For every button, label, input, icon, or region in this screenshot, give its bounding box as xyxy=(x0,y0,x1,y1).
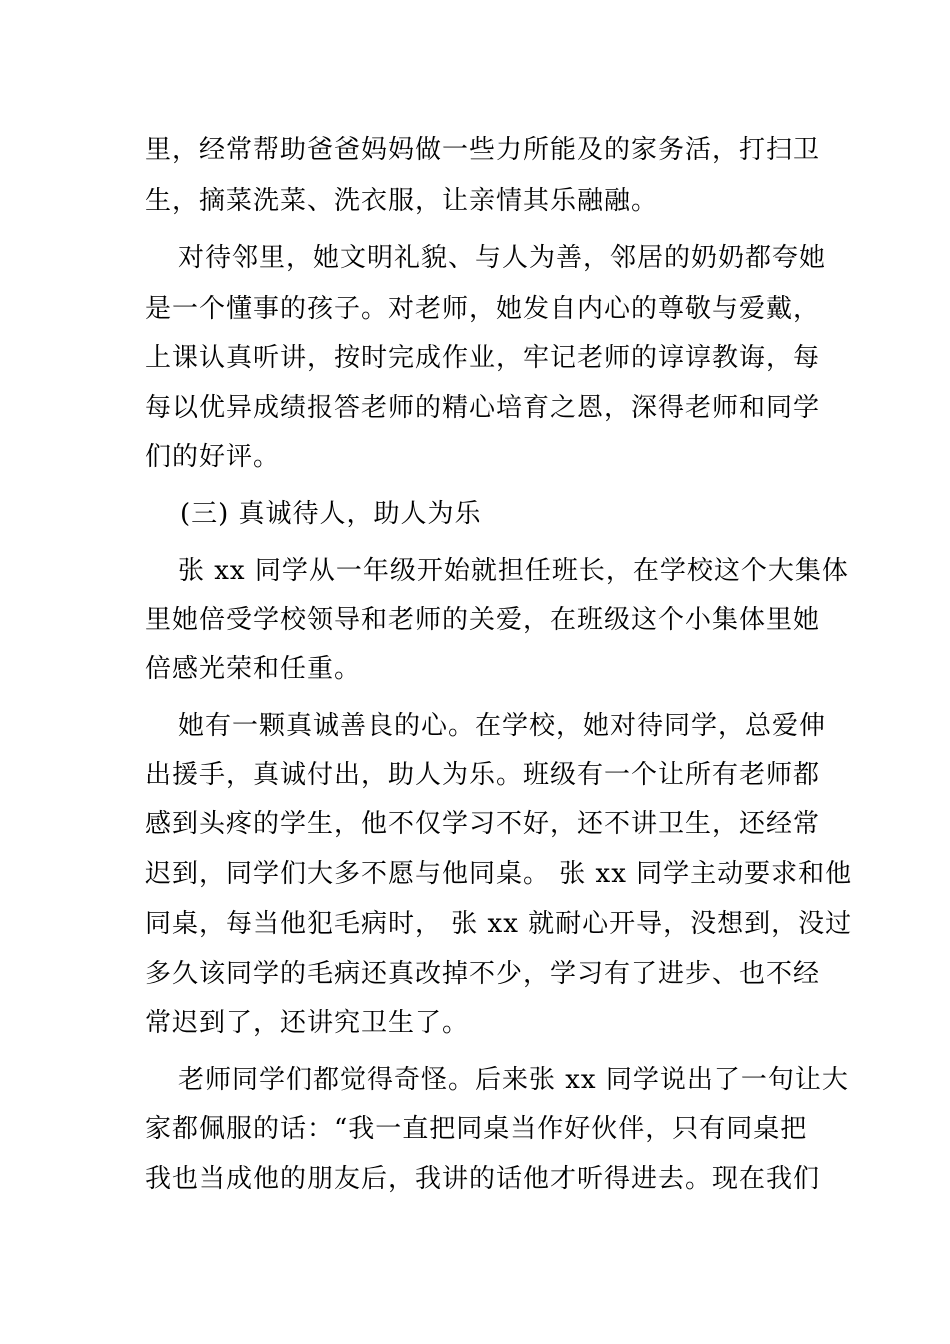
paragraph-first-line: 对待邻里，她文明礼貌、与人为善，邻居的奶奶都夸她 xyxy=(178,243,827,273)
text-line: 出援手，真诚付出，助人为乐。班级有一个让所有老师都 xyxy=(145,760,821,790)
text-line: 是一个懂事的孩子。对老师，她发自内心的尊敬与爱戴， xyxy=(145,294,821,324)
text-line: 我也当成他的朋友后，我讲的话他才听得进去。现在我们 xyxy=(145,1164,821,1194)
paragraph-first-line: 她有一颗真诚善良的心。在学校，她对待同学，总爱伸 xyxy=(178,711,827,741)
text-line: 同桌，每当他犯毛病时， 张 xx 就耐心开导，没想到，没过 xyxy=(145,909,853,939)
text-line: 常迟到了，还讲究卫生了。 xyxy=(145,1008,470,1038)
text-line: 生，摘菜洗菜、洗衣服，让亲情其乐融融。 xyxy=(145,186,659,216)
text-line: 感到头疼的学生，他不仅学习不好，还不讲卫生，还经常 xyxy=(145,809,821,839)
paragraph-first-line: 老师同学们都觉得奇怪。后来张 xx 同学说出了一句让大 xyxy=(178,1065,849,1095)
text-line: 里她倍受学校领导和老师的关爱，在班级这个小集体里她 xyxy=(145,605,821,635)
text-line: 里，经常帮助爸爸妈妈做一些力所能及的家务活，打扫卫 xyxy=(145,135,821,165)
text-line: 倍感光荣和任重。 xyxy=(145,654,362,684)
section-heading: (三) 真诚待人，助人为乐 xyxy=(180,499,482,529)
text-line: 们的好评。 xyxy=(145,442,281,472)
text-line: 迟到，同学们大多不愿与他同桌。 张 xx 同学主动要求和他 xyxy=(145,859,853,889)
paragraph-first-line: 张 xx 同学从一年级开始就担任班长，在学校这个大集体 xyxy=(178,556,849,586)
text-line: 家都佩服的话：“我一直把同桌当作好伙伴，只有同桌把 xyxy=(145,1114,808,1144)
text-line: 每以优异成绩报答老师的精心培育之恩，深得老师和同学 xyxy=(145,393,821,423)
text-line: 多久该同学的毛病还真改掉不少，学习有了进步、也不经 xyxy=(145,959,821,989)
text-line: 上课认真听讲，按时完成作业，牢记老师的谆谆教诲，每 xyxy=(145,343,821,373)
